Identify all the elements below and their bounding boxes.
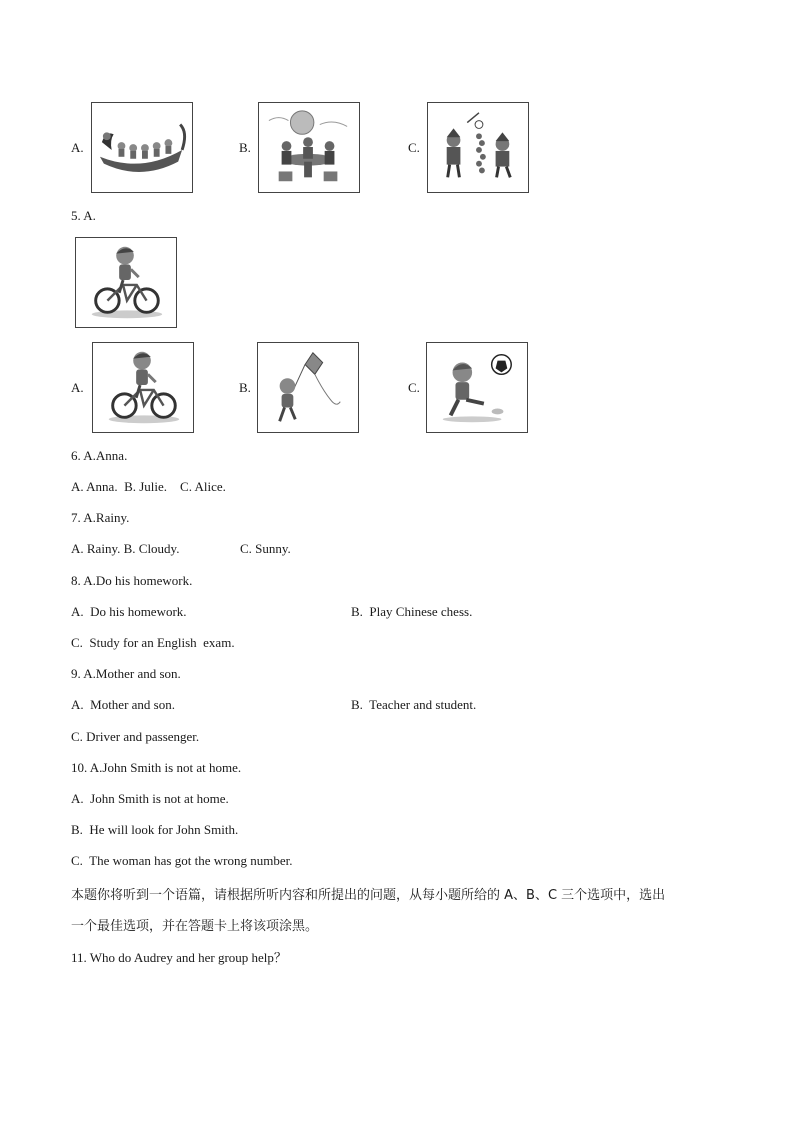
q9-stem: 9. A.Mother and son. xyxy=(71,666,181,681)
q4-option-a-picture xyxy=(91,102,193,193)
q6-options: A. Anna. B. Julie. C. Alice. xyxy=(71,479,226,494)
q4-option-b-picture xyxy=(258,102,360,193)
instructions-line-1: 本题你将听到一个语篇，请根据所听内容和所提出的问题，从每小题所给的 A、B、C 三个选项中，选出 xyxy=(71,888,666,903)
q5-option-b-letter: B. xyxy=(239,380,251,395)
q9-option-c: C. Driver and passenger. xyxy=(71,729,200,744)
boy-riding-bike-icon xyxy=(76,238,176,327)
q8-option-a: A. Do his homework. xyxy=(71,604,187,619)
q8-option-b: B. Play Chinese chess. xyxy=(351,604,473,619)
q4-option-c-picture xyxy=(427,102,529,193)
q10-stem: 10. A.John Smith is not at home. xyxy=(71,760,242,775)
q8-stem: 8. A.Do his homework. xyxy=(71,573,193,588)
q9-option-a: A. Mother and son. xyxy=(71,697,175,712)
q4-option-b-letter: B. xyxy=(239,140,251,155)
q5-option-b-picture xyxy=(257,342,359,433)
q5-option-c-picture xyxy=(426,342,528,433)
spring-festival-firecrackers-icon xyxy=(428,103,528,192)
q5-stem-picture xyxy=(75,237,177,328)
q11-stem: 11. Who do Audrey and her group help？ xyxy=(71,950,287,965)
q10-option-c: C. The woman has got the wrong number. xyxy=(71,853,293,868)
q5-option-c-letter: C. xyxy=(408,380,420,395)
q10-option-a: A. John Smith is not at home. xyxy=(71,791,229,806)
q5-stem: 5. A. xyxy=(71,208,96,223)
q7-options-ab: A. Rainy. B. Cloudy. xyxy=(71,541,180,556)
q10-option-b: B. He will look for John Smith. xyxy=(71,822,239,837)
q5-option-a-picture xyxy=(92,342,194,433)
instructions-line-2: 一个最佳选项，并在答题卡上将该项涂黑。 xyxy=(71,919,319,934)
q5-option-a-letter: A. xyxy=(71,380,84,395)
boy-riding-bike-icon xyxy=(93,343,193,432)
q4-option-c-letter: C. xyxy=(408,140,420,155)
q7-stem: 7. A.Rainy. xyxy=(71,510,130,525)
dragon-boat-icon xyxy=(92,103,192,192)
mid-autumn-family-icon xyxy=(259,103,359,192)
boy-playing-football-icon xyxy=(427,343,527,432)
q6-stem: 6. A.Anna. xyxy=(71,448,128,463)
q4-option-a-letter: A. xyxy=(71,140,84,155)
q9-option-b: B. Teacher and student. xyxy=(351,697,477,712)
q7-option-c: C. Sunny. xyxy=(240,541,291,556)
q8-option-c: C. Study for an English exam. xyxy=(71,635,235,650)
boy-flying-kite-icon xyxy=(258,343,358,432)
